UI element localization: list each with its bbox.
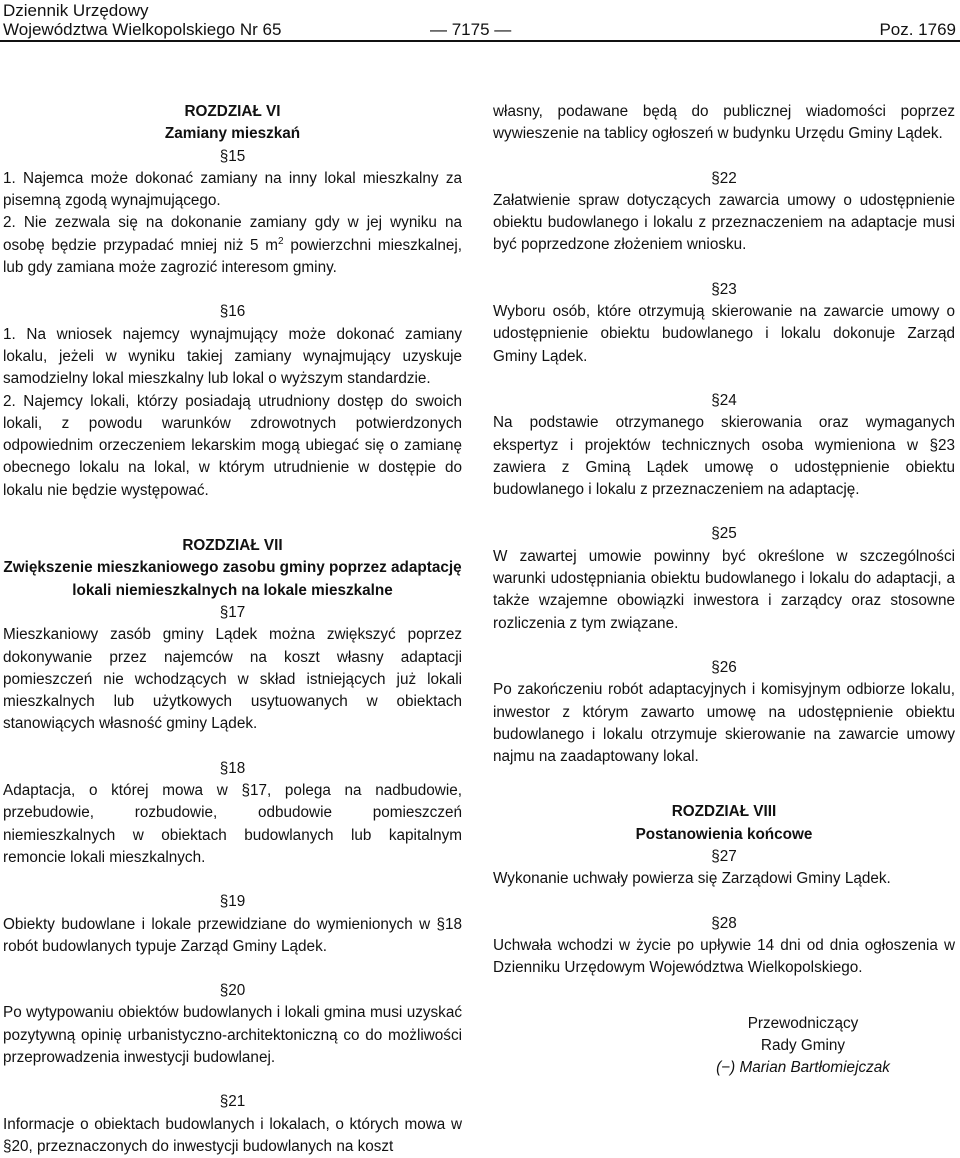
section-25-heading: §25	[711, 525, 737, 543]
section-19-text: Obiekty budowlane i lokale przewidziane do wymienionych w §18 robót budowlanych typuje Zarząd Gminy Lądek.	[3, 915, 462, 955]
journal-title	[3, 1, 281, 39]
chapter-8-title: ROZDZIAŁ VIII	[671, 803, 777, 821]
section-23-text: Wyboru osób, które otrzymują skierowanie na zawarcie umowy o udostępnienie obiektu budowlanego i lokalu dokonuje Zarząd Gminy Lądek.	[493, 303, 955, 365]
section-22-heading: §22	[711, 169, 737, 187]
section-26-heading: §26	[711, 658, 737, 676]
chapter-7-title: ROZDZIAŁ VII	[182, 537, 283, 555]
chapter-7-subtitle: Zwiększenie mieszkaniowego zasobu gminy poprzez adaptację lokali niemieszkalnych na lokale mieszkalne	[3, 559, 462, 599]
journal-name: Dziennik Urzędowy	[3, 1, 149, 20]
section-20-text: Po wytypowaniu obiektów budowlanych i lokali gmina musi uzyskać pozytywną opinię urbanistyczno-architektoniczną co do możliwości przeprowadzenia inwestycji budowlanej.	[3, 1004, 462, 1066]
page-number: — 7175 —	[430, 20, 512, 39]
signature-body: Rady Gminy	[760, 1036, 846, 1054]
position-number: Poz. 1769	[879, 20, 956, 39]
section-21-text: Informacje o obiektach budowlanych i lokalach, o których mowa w §20, przeznaczonych do inwestycji budowlanych na koszt	[3, 1115, 462, 1155]
section-26-text: Po zakończeniu robót adaptacyjnych i komisyjnym odbiorze lokalu, inwestor z którym zawarto umowę na udostępnienie obiektu budowlanego i lokalu otrzymuje skierowanie na zawarcie umowy najmu na zaadaptowany lokal.	[493, 681, 955, 766]
section-27-heading: §27	[711, 848, 737, 866]
section-16-heading: §16	[219, 303, 246, 321]
section-15-superscript: 2	[278, 235, 284, 247]
chapter-6-title: ROZDZIAŁ VI	[184, 103, 281, 120]
left-column	[3, 101, 462, 1158]
section-15-para-1: 1. Najemca może dokonać zamiany na inny lokal mieszkalny za pisemną zgodą wynajmującego.	[3, 169, 462, 210]
section-21-continuation: własny, podawane będą do publicznej wiadomości poprzez wywieszenie na tablicy ogłoszeń w budynku Urzędu Gminy Lądek.	[493, 103, 955, 143]
section-15-heading: §15	[219, 147, 246, 165]
page-header	[0, 0, 960, 40]
section-15-para-2-end: powierzchni mieszkalnej, lub gdy zamiana może zagrozić interesom gminy.	[3, 236, 462, 277]
chapter-8-subtitle: Postanowienia końcowe	[635, 825, 813, 843]
section-22-text: Załatwienie spraw dotyczących zawarcia umowy o udostępnienie obiektu budowlanego i lokalu z przeznaczeniem na adaptacje musi być poprzedzone złożeniem wniosku.	[493, 191, 955, 254]
signature-block	[653, 1013, 953, 1080]
section-23-heading: §23	[711, 280, 737, 298]
section-15-para-2	[3, 212, 462, 279]
section-19-heading: §19	[219, 893, 246, 911]
section-18-text: Adaptacja, o której mowa w §17, polega na nadbudowie, przebudowie, rozbudowie, odbudowie pomieszczeń niemieszkalnych w obiektach budowlanych lub kapitalnym remoncie lokali mieszkalnych.	[3, 782, 462, 866]
section-17-text: Mieszkaniowy zasób gminy Lądek można zwiększyć poprzez dokonywanie przez najemców na koszt własny adaptacji pomieszczeń nie wchodzących w skład istniejących już lokali mieszkalnych lub użytkowych usytuowanych w obiektach stanowiących własność gminy Lądek.	[3, 626, 462, 733]
section-27-text: Wykonanie uchwały powierza się Zarządowi Gminy Lądek.	[493, 870, 891, 888]
header-divider	[0, 40, 960, 42]
section-20-heading: §20	[219, 982, 246, 1000]
section-17-heading: §17	[219, 603, 246, 621]
section-24-text: Na podstawie otrzymanego skierowania oraz wymaganych ekspertyz i projektów technicznych osoba wymieniona w §23 zawiera z Gminą Lądek umowę o udostępnienie obiektu budowlanego i lokalu z przeznaczeniem na adaptację.	[493, 414, 955, 499]
section-15-para-2-start: 2. Nie zezwala się na dokonanie zamiany gdy w jej wyniku na osobę będzie przypadać mniej niż 5 m	[3, 214, 462, 254]
signature-name: (−) Marian Bartłomiejczak	[716, 1059, 890, 1077]
section-16-para-2: 2. Najemcy lokali, którzy posiadają utrudniony dostęp do swoich lokali, z powodu warunków zdrowotnych potwierdzonych odpowiednim orzeczeniem lekarskim mogą ubiegać się o zamianę obecnego lokalu na lokal, w którym utrudnienie w dostępie do lokalu nie będzie występować.	[3, 392, 462, 499]
signature-role: Przewodniczący	[747, 1014, 859, 1032]
section-28-text: Uchwała wchodzi w życie po upływie 14 dni od dnia ogłoszenia w Dzienniku Urzędowym Województwa Wielkopolskiego.	[493, 936, 955, 977]
section-28-heading: §28	[711, 914, 737, 932]
journal-issue: Województwa Wielkopolskiego Nr 65	[3, 20, 282, 39]
section-24-heading: §24	[711, 391, 737, 409]
section-18-heading: §18	[219, 759, 246, 777]
section-16-para-1: 1. Na wniosek najemcy wynajmujący może dokonać zamiany lokalu, jeżeli w wyniku takiej zamiany wynajmujący uzyskuje samodzielny lokal mieszkalny lub lokal o wyższym standardzie.	[3, 325, 462, 388]
section-25-text: W zawartej umowie powinny być określone w szczególności warunki udostępniania obiektu budowlanego i lokalu do adaptacji, a także wzajemne obowiązki inwestora i zarządcy oraz stosowne rozliczenia z tym związane.	[493, 547, 955, 632]
chapter-6-subtitle: Zamiany mieszkań	[164, 125, 301, 143]
right-column	[493, 101, 955, 1079]
section-21-heading: §21	[219, 1093, 246, 1111]
